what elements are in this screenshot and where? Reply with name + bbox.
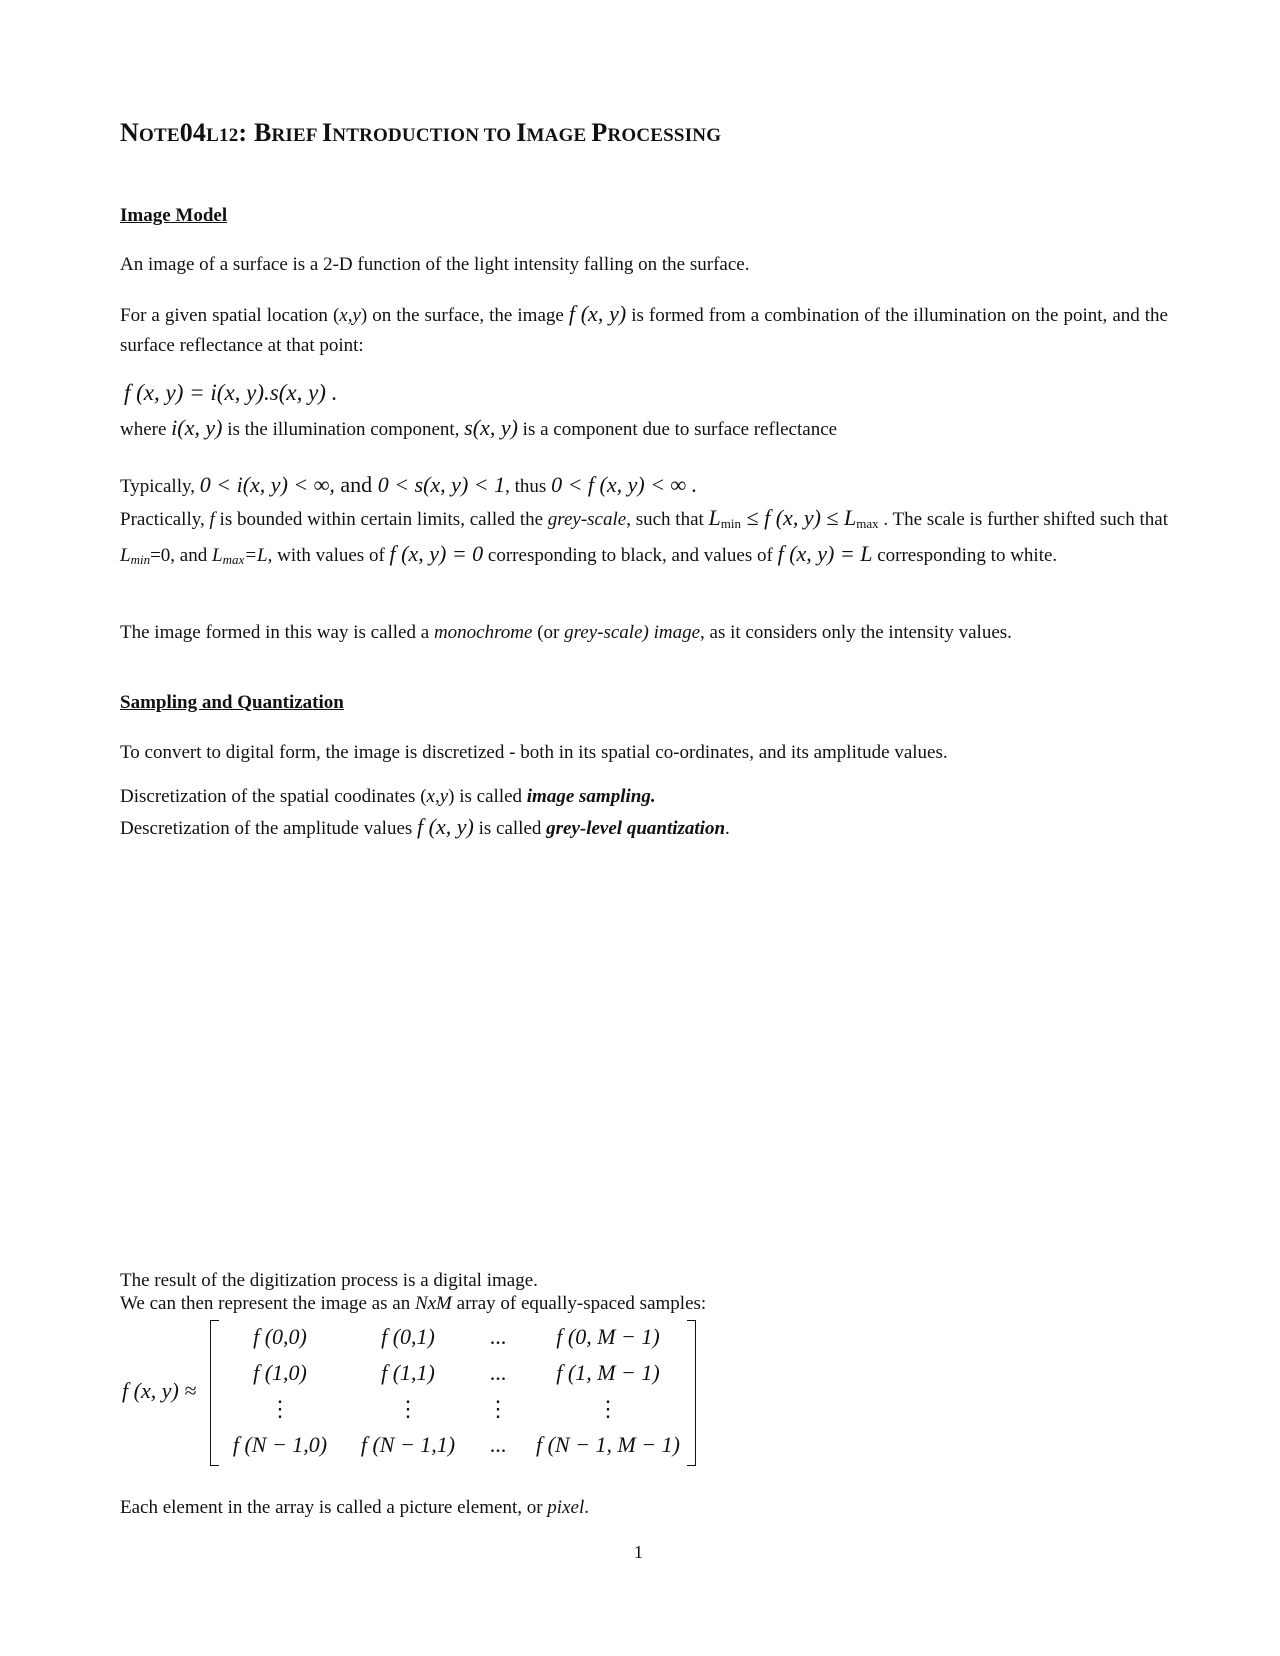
equation-image-model: f (x, y) = i(x, y).s(x, y) . <box>124 380 338 405</box>
paragraph-sampling: Discretization of the spatial coodinates (x,y) is called image sampling. <box>120 786 656 807</box>
paragraph-monochrome: The image formed in this way is called a monochrome (or grey-scale) image, as it considers only the intensity values. <box>120 622 1012 643</box>
paragraph-intro: An image of a surface is a 2-D function of the light intensity falling on the surface. <box>120 254 750 275</box>
matrix-cell: f (1, M − 1) <box>556 1360 660 1385</box>
paragraph-pixel: Each element in the array is called a picture element, or pixel. <box>120 1497 589 1518</box>
heading-image-model: Image Model <box>120 205 228 226</box>
matrix-cell: f (N − 1,1) <box>360 1432 456 1457</box>
page-number: 1 <box>634 1542 643 1562</box>
paragraph-digital-image: The result of the digitization process is a digital image. <box>120 1270 538 1291</box>
matrix-cell: ⋮ <box>397 1396 419 1421</box>
matrix-cell: f (1,0) <box>253 1360 307 1385</box>
sample-matrix <box>210 1320 696 1466</box>
paragraph-array: We can then represent the image as an NxM array of equally-spaced samples: <box>120 1293 707 1314</box>
paragraph-spatial-location: For a given spatial location (x,y) on the surface, the image f (x, y) is formed from a combination of the illumination on the point, and the surface reflectance at that point: <box>120 301 1168 356</box>
matrix-right-bracket <box>687 1320 696 1466</box>
matrix-cell: f (0,0) <box>253 1324 307 1349</box>
matrix-cell: ... <box>489 1324 507 1349</box>
matrix-cell: f (0, M − 1) <box>556 1324 660 1349</box>
page-title: NOTE04L12: BRIEF INTRODUCTION TO IMAGE PROCESSING <box>120 118 722 147</box>
paragraph-discretize: To convert to digital form, the image is discretized - both in its spatial co-ordinates, and its amplitude values. <box>120 742 948 763</box>
paragraph-typically: Typically, 0 < i(x, y) < ∞, and 0 < s(x, y) < 1, thus 0 < f (x, y) < ∞ . <box>120 472 698 497</box>
paragraph-quantization: Descretization of the amplitude values f (x, y) is called grey-level quantization. <box>120 814 730 839</box>
matrix-cell: ... <box>489 1360 507 1385</box>
paragraph-practically: Practically, f is bounded within certain limits, called the grey-scale, such that $L_{min} \le f$ (x, $y) \le L_{max}$ . The scale is further shifted such that $L_{min}=0$, and $L_{max}=L$, with values of f (x, y) = 0 corresponding to black, and values of f (x, y) = L corresponding to white. <box>120 505 1168 567</box>
matrix-cell: f (N − 1, M − 1) <box>536 1432 680 1457</box>
matrix-cell: ⋮ <box>597 1396 619 1421</box>
matrix-cell: ... <box>489 1432 507 1457</box>
matrix-cell: ⋮ <box>269 1396 291 1421</box>
equation-lhs: f (x, y) ≈ <box>122 1378 197 1403</box>
paragraph-where: where i(x, y) is the illumination component, s(x, y) is a component due to surface reflectance <box>120 415 838 440</box>
heading-sampling-quantization: Sampling and Quantization <box>120 692 344 713</box>
matrix-cell: f (N − 1,0) <box>232 1432 328 1457</box>
matrix-cell: ⋮ <box>487 1396 509 1421</box>
matrix-cell: f (1,1) <box>381 1360 435 1385</box>
matrix-cell: f (0,1) <box>381 1324 435 1349</box>
matrix-left-bracket <box>210 1320 219 1466</box>
